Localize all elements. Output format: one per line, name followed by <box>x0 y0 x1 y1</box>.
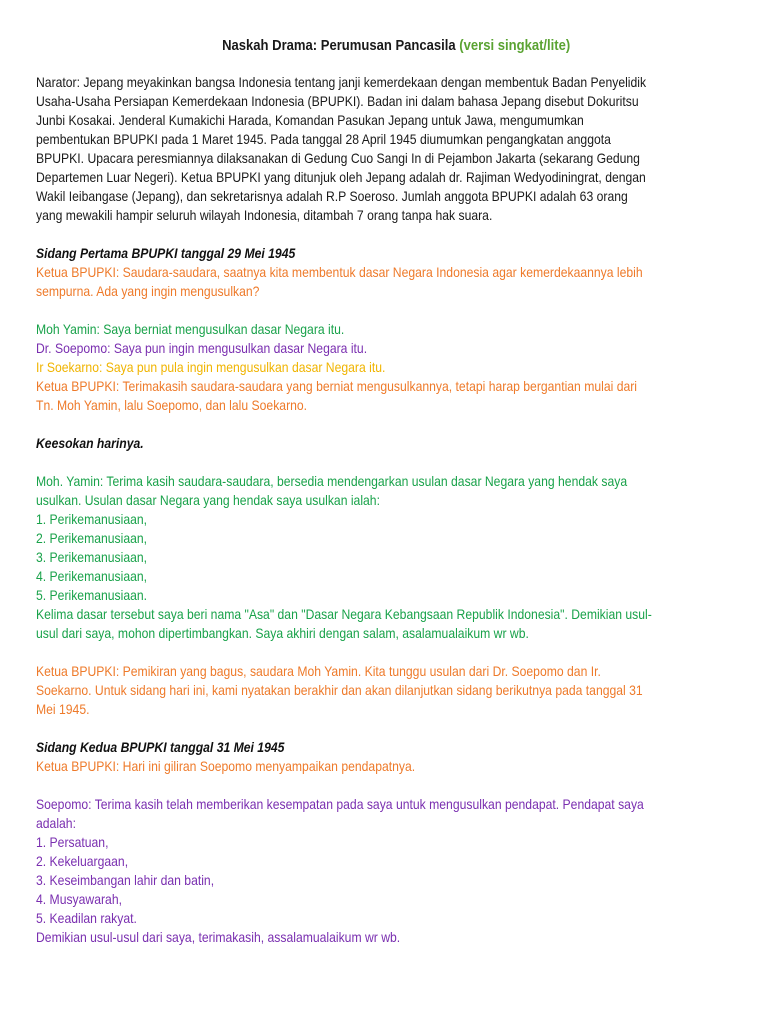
keesokan-heading: Keesokan harinya. <box>36 435 144 451</box>
ketua-line: Mei 1945. <box>36 701 90 717</box>
title-main: Naskah Drama: Perumusan Pancasila <box>222 37 456 54</box>
yamin-list-item: 3. Perikemanusiaan, <box>36 549 148 565</box>
yamin-list-item: 5. Perikemanusiaan. <box>36 587 148 603</box>
ketua-line: sempurna. Ada yang ingin mengusulkan? <box>36 283 260 299</box>
yamin-list-item: 4. Perikemanusiaan, <box>36 568 148 584</box>
title-lite-label: (versi singkat/lite) <box>459 37 571 54</box>
soepomo-line: Demikian usul-usul dari saya, terimakasih, assalamualaikum wr wb. <box>36 929 401 945</box>
spacer <box>36 301 756 320</box>
narrator-line: Departemen Luar Negeri). Ketua BPUPKI yang ditunjuk oleh Jepang adalah dr. Rajiman Wedyodiningrat, dengan <box>36 169 646 185</box>
soepomo-list-item: 4. Musyawarah, <box>36 891 122 907</box>
narrator-line: Usaha-Usaha Persiapan Kemerdekaan Indonesia (BPUPKI). Badan ini dalam bahasa Jepang disebut Dokuritsu <box>36 93 639 109</box>
yamin-line: Moh Yamin: Saya berniat mengusulkan dasar Negara itu. <box>36 321 345 337</box>
document-title <box>36 36 756 56</box>
spacer <box>36 415 756 434</box>
sidang-pertama-heading: Sidang Pertama BPUPKI tanggal 29 Mei 1945 <box>36 245 296 261</box>
sidang-pertama-section <box>36 244 756 301</box>
soepomo-list-item: 1. Persatuan, <box>36 834 109 850</box>
soepomo-list-item: 5. Keadilan rakyat. <box>36 910 137 926</box>
narrator-line: BPUPKI. Upacara peresmiannya dilaksanakan di Gedung Cuo Sangi In di Pejambon Jakarta (sekarang Gedung <box>36 150 640 166</box>
soepomo-list-item: 2. Kekeluargaan, <box>36 853 129 869</box>
keesokan-section <box>36 434 756 453</box>
yamin-list-item: 2. Perikemanusiaan, <box>36 530 148 546</box>
narrator-line: yang mewakili hampir seluruh wilayah Indonesia, ditambah 7 orang tanpa hak suara. <box>36 207 493 223</box>
narrator-line: Junbi Kosakai. Jenderal Kumakichi Harada, Komandan Pasukan Jepang untuk Jawa, mengumumkan <box>36 112 584 128</box>
yamin-line: Moh. Yamin: Terima kasih saudara-saudara, bersedia mendengarkan usulan dasar Negara yang hendak saya <box>36 473 628 489</box>
yamin-speech <box>36 472 756 643</box>
yamin-list-item: 1. Perikemanusiaan, <box>36 511 148 527</box>
soepomo-line: adalah: <box>36 815 76 831</box>
ketua-line: Ketua BPUPKI: Saudara-saudara, saatnya kita membentuk dasar Negara Indonesia agar kemerdekaannya lebih <box>36 264 643 280</box>
ketua-line: Ketua BPUPKI: Hari ini giliran Soepomo menyampaikan pendapatnya. <box>36 758 416 774</box>
soepomo-line: Dr. Soepomo: Saya pun ingin mengusulkan dasar Negara itu. <box>36 340 368 356</box>
spacer <box>36 453 756 472</box>
spacer <box>36 776 756 795</box>
soepomo-line: Soepomo: Terima kasih telah memberikan kesempatan pada saya untuk mengusulkan pendapat. Pendapat saya <box>36 796 644 812</box>
ketua-line: Ketua BPUPKI: Pemikiran yang bagus, saudara Moh Yamin. Kita tunggu usulan dari Dr. Soepomo dan Ir. <box>36 663 601 679</box>
ketua-line: Tn. Moh Yamin, lalu Soepomo, dan lalu Soekarno. <box>36 397 308 413</box>
ketua-line: Ketua BPUPKI: Terimakasih saudara-saudara yang berniat mengusulkannya, tetapi harap bergantian mulai dari <box>36 378 638 394</box>
yamin-line: Kelima dasar tersebut saya beri nama "Asa" dan "Dasar Negara Kebangsaan Republik Indonesia". Demikian usul- <box>36 606 652 622</box>
usul-dialogue <box>36 320 756 415</box>
narrator-line: Narator: Jepang meyakinkan bangsa Indonesia tentang janji kemerdekaan dengan membentuk Badan Penyelidik <box>36 74 647 90</box>
narrator-line: Wakil Ieibangase (Jepang), dan sekretarisnya adalah R.P Soeroso. Jumlah anggota BPUPKI adalah 63 orang <box>36 188 628 204</box>
soepomo-list-item: 3. Keseimbangan lahir dan batin, <box>36 872 215 888</box>
narrator-line: pembentukan BPUPKI pada 1 Maret 1945. Pada tanggal 28 April 1945 diumumkan pengangkatan anggota <box>36 131 611 147</box>
sidang-kedua-section <box>36 738 756 776</box>
spacer <box>36 225 756 244</box>
document-page <box>36 36 756 947</box>
yamin-line: usulkan. Usulan dasar Negara yang hendak saya usulkan ialah: <box>36 492 380 508</box>
spacer <box>36 643 756 662</box>
sidang-kedua-heading: Sidang Kedua BPUPKI tanggal 31 Mei 1945 <box>36 739 285 755</box>
ketua-closing <box>36 662 756 719</box>
narrator-paragraph <box>36 73 756 225</box>
soepomo-speech <box>36 795 756 947</box>
spacer <box>36 719 756 738</box>
ketua-line: Soekarno. Untuk sidang hari ini, kami nyatakan berakhir dan akan dilanjutkan sidang berikutnya pada tanggal 31 <box>36 682 643 698</box>
soekarno-line: Ir Soekarno: Saya pun pula ingin mengusulkan dasar Negara itu. <box>36 359 386 375</box>
yamin-line: usul dari saya, mohon dipertimbangkan. Saya akhiri dengan salam, asalamualaikum wr wb. <box>36 625 529 641</box>
